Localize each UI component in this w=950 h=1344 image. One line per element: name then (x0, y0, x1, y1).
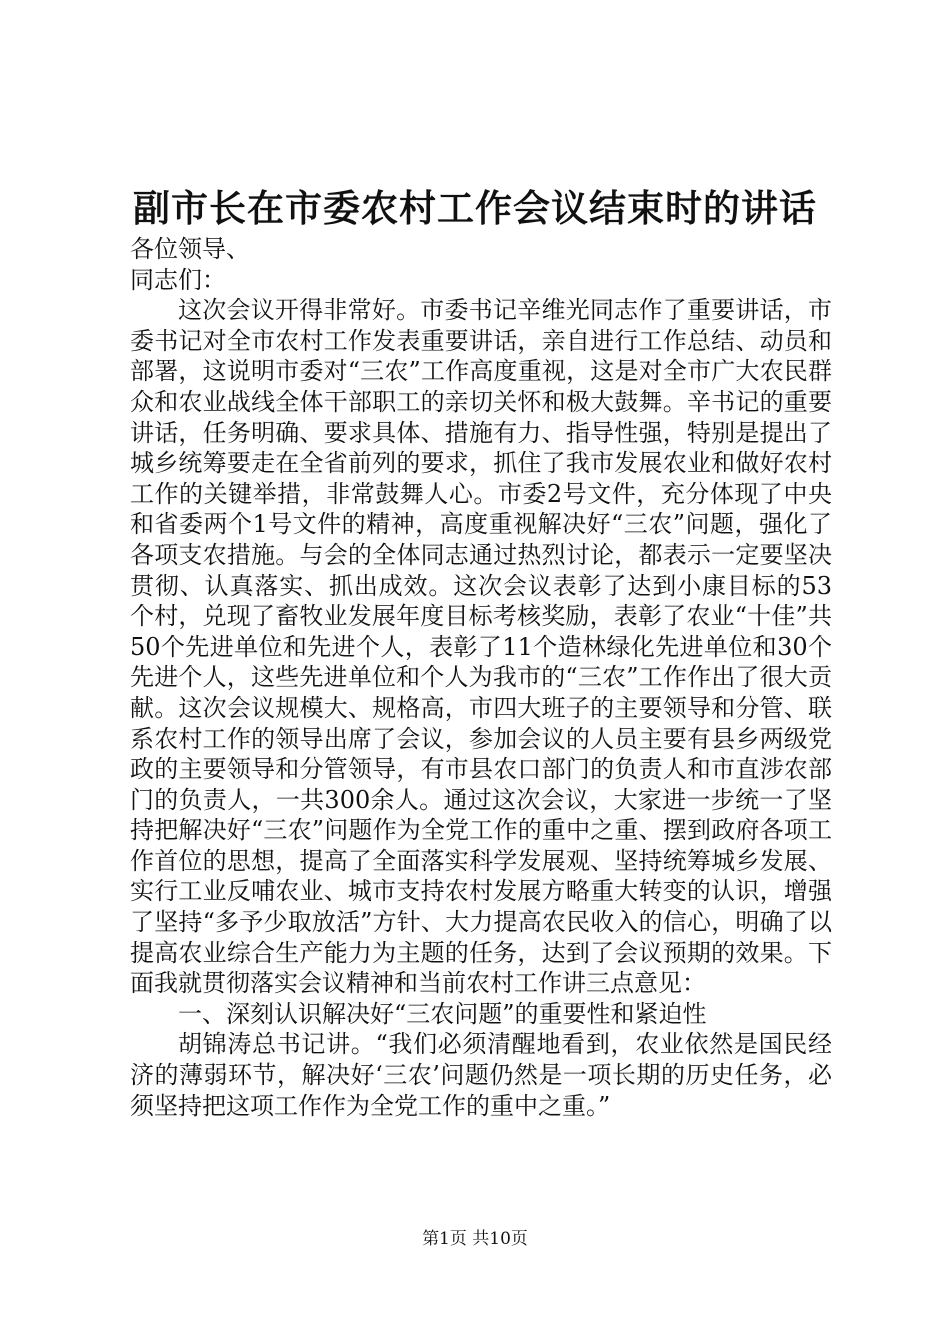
salutation-line: 各位领导、 (130, 235, 250, 263)
section-heading: 一、深刻认识解决好“三农问题”的重要性和紧迫性 (178, 999, 707, 1028)
body-paragraph: 胡锦涛总书记讲。“我们必须清醒地看到，农业依然是国民经济的薄弱环节，解决好‘三农’问题仍然是一项长期的历史任务，必须坚持把这项工作作为全党工作的重中之重。” (130, 1030, 832, 1120)
document-title: 副市长在市委农村工作会议结束时的讲话 (133, 186, 817, 230)
page-footer: 第1页 共10页 (422, 1229, 528, 1249)
document-body (130, 234, 832, 1121)
body-paragraph: 这次会议开得非常好。市委书记辛维光同志作了重要讲话，市委书记对全市农村工作发表重要讲话，亲自进行工作总结、动员和部署，这说明市委对“三农”工作高度重视，这是对全市广大农民群众和农业战线全体干部职工的亲切关怀和极大鼓舞。辛书记的重要讲话，任务明确、要求具体、措施有力、指导性强，特别是提出了城乡统筹要走在全省前列的要求，抓住了我市发展农业和做好农村工作的关键举措，非常鼓舞人心。市委2号文件，充分体现了中央和省委两个1号文件的精神，高度重视解决好“三农”问题，强化了各项支农措施。与会的全体同志通过热烈讨论，都表示一定要坚决贯彻、认真落实、抓出成效。这次会议表彰了达到小康目标的53个村，兑现了畜牧业发展年度目标考核奖励，表彰了农业“十佳”共50个先进单位和先进个人，表彰了11个造林绿化先进单位和30个先进个人，这些先进单位和个人为我市的“三农”工作作出了很大贡献。这次会议规模大、规格高，市四大班子的主要领导和分管、联系农村工作的领导出席了会议，参加会议的人员主要有县乡两级党政的主要领导和分管领导，有市县农口部门的负责人和市直涉农部门的负责人，一共300余人。通过这次会议，大家进一步统一了坚持把解决好“三农”问题作为全党工作的重中之重、摆到政府各项工作首位的思想，提高了全面落实科学发展观、坚持统筹城乡发展、实行工业反哺农业、城市支持农村发展方略重大转变的认识，增强了坚持“多予少取放活”方针、大力提高农民收入的信心，明确了以提高农业综合生产能力为主题的任务，达到了会议预期的效果。下面我就贯彻落实会议精神和当前农村工作讲三点意见： (130, 296, 832, 998)
salutation-line: 同志们： (130, 265, 226, 294)
